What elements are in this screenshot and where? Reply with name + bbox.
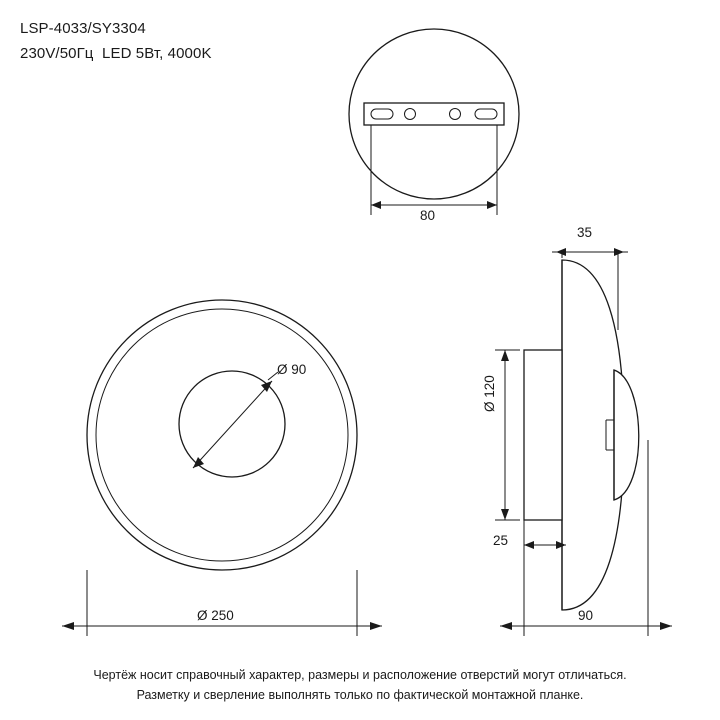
arrow-left-90 — [500, 622, 512, 630]
dimension-label-35: 35 — [577, 225, 593, 240]
dimension-label-d250: Ø 250 — [197, 608, 234, 623]
front-view — [62, 300, 382, 636]
arrow-left-250 — [62, 622, 74, 630]
mounting-plate-view — [349, 29, 519, 215]
arrow-right-250 — [370, 622, 382, 630]
side-back-plate — [524, 350, 562, 520]
arrow-left-80 — [371, 201, 381, 209]
side-inner-dome — [614, 370, 639, 500]
dimension-label-90: 90 — [578, 608, 594, 623]
note-line-1: Чертёж носит справочный характер, размеры и расположение отверстий могут отличаться. — [93, 668, 627, 682]
arrow-bottom-120 — [501, 509, 509, 520]
arrow-right-90 — [660, 622, 672, 630]
mount-slot-left — [371, 109, 393, 119]
arrow-left-25 — [524, 541, 534, 549]
mount-hole-right — [450, 109, 461, 120]
dimension-label-d90: Ø 90 — [277, 362, 307, 377]
mount-hole-left — [405, 109, 416, 120]
arrow-right-35 — [614, 248, 624, 256]
dimension-label-80: 80 — [420, 208, 436, 223]
dimension-label-d120: Ø 120 — [482, 375, 497, 412]
mount-slot-right — [475, 109, 497, 119]
dimension-label-25: 25 — [493, 533, 509, 548]
side-view — [495, 248, 672, 636]
arrow-top-120 — [501, 350, 509, 361]
model-number-label: LSP-4033/SY3304 — [20, 20, 146, 37]
electrical-spec-label: 230V/50Гц LED 5Вт, 4000K — [20, 45, 212, 62]
arrow-left-35 — [556, 248, 566, 256]
note-line-2: Разметку и сверление выполнять только по фактической монтажной планке. — [136, 688, 584, 702]
arrow-right-80 — [487, 201, 497, 209]
